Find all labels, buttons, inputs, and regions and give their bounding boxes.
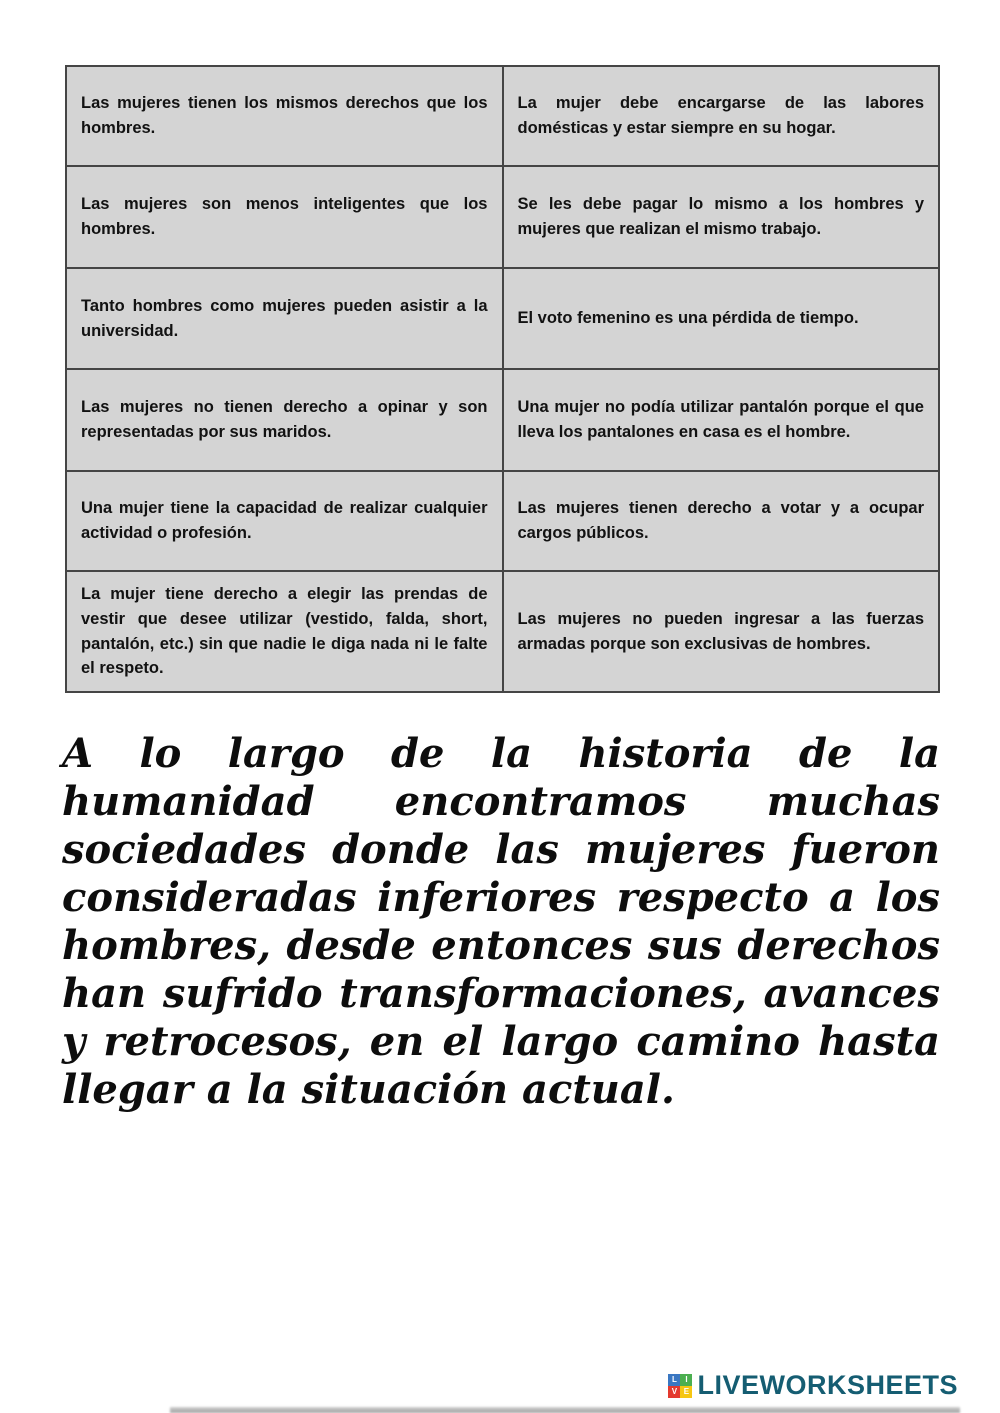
liveworksheets-grid-icon bbox=[668, 1374, 692, 1398]
statement-text: Una mujer no podía utilizar pantalón porque el que lleva los pantalones en casa es el hombre. bbox=[517, 398, 924, 441]
table-row bbox=[66, 268, 939, 369]
statement-cell-right[interactable] bbox=[503, 471, 940, 571]
table-row bbox=[66, 369, 939, 471]
table-row bbox=[66, 166, 939, 268]
statement-cell-left[interactable] bbox=[66, 571, 503, 692]
brand-text: LIVEWORKSHEETS bbox=[697, 1370, 958, 1400]
statement-text: Las mujeres tienen los mismos derechos que los hombres. bbox=[81, 94, 488, 137]
liveworksheets-logo[interactable] bbox=[668, 1370, 958, 1401]
statement-cell-left[interactable] bbox=[66, 471, 503, 571]
table-row bbox=[66, 571, 939, 692]
statement-text: La mujer tiene derecho a elegir las prendas de vestir que desee utilizar (vestido, falda, short, pantalón, etc.) sin que nadie le diga nada ni le falte el respeto. bbox=[81, 585, 488, 678]
statement-text: Se les debe pagar lo mismo a los hombres y mujeres que realizan el mismo trabajo. bbox=[517, 195, 924, 238]
statement-text: El voto femenino es una pérdida de tiempo. bbox=[517, 309, 859, 328]
statement-text: Tanto hombres como mujeres pueden asistir a la universidad. bbox=[81, 296, 488, 340]
statement-cell-right[interactable] bbox=[503, 369, 940, 471]
statement-text: Las mujeres no tienen derecho a opinar y son representadas por sus maridos. bbox=[81, 398, 488, 441]
statement-cell-left[interactable] bbox=[66, 166, 503, 268]
intro-paragraph: A lo largo de la historia de la humanidad encontramos muchas sociedades donde las mujeres fueron consideradas inferiores respecto a los hombres, desde entonces sus derechos han sufrido transformaciones, avances y retrocesos, en el largo camino hasta llegar a la situación actual. bbox=[62, 730, 940, 1113]
statements-table bbox=[65, 65, 940, 693]
statement-cell-right[interactable] bbox=[503, 571, 940, 692]
statement-text: La mujer debe encargarse de las labores domésticas y estar siempre en su hogar. bbox=[517, 94, 924, 137]
statement-text: Las mujeres no pueden ingresar a las fuerzas armadas porque son exclusivas de hombres. bbox=[517, 609, 924, 653]
statement-cell-left[interactable] bbox=[66, 66, 503, 166]
statement-text: Las mujeres son menos inteligentes que los hombres. bbox=[81, 195, 488, 238]
statement-text: Una mujer tiene la capacidad de realizar cualquier actividad o profesión. bbox=[81, 499, 488, 542]
statement-cell-right[interactable] bbox=[503, 268, 940, 369]
statement-text: Las mujeres tienen derecho a votar y a ocupar cargos públicos. bbox=[517, 499, 924, 542]
statement-cell-right[interactable] bbox=[503, 166, 940, 268]
statement-cell-right[interactable] bbox=[503, 66, 940, 166]
logo-square: I bbox=[680, 1374, 692, 1386]
logo-square: V bbox=[668, 1386, 680, 1398]
table-row bbox=[66, 66, 939, 166]
statement-cell-left[interactable] bbox=[66, 268, 503, 369]
statement-cell-left[interactable] bbox=[66, 369, 503, 471]
table-row bbox=[66, 471, 939, 571]
logo-square: E bbox=[680, 1386, 692, 1398]
page-edge bbox=[170, 1407, 960, 1413]
logo-square: L bbox=[668, 1374, 680, 1386]
